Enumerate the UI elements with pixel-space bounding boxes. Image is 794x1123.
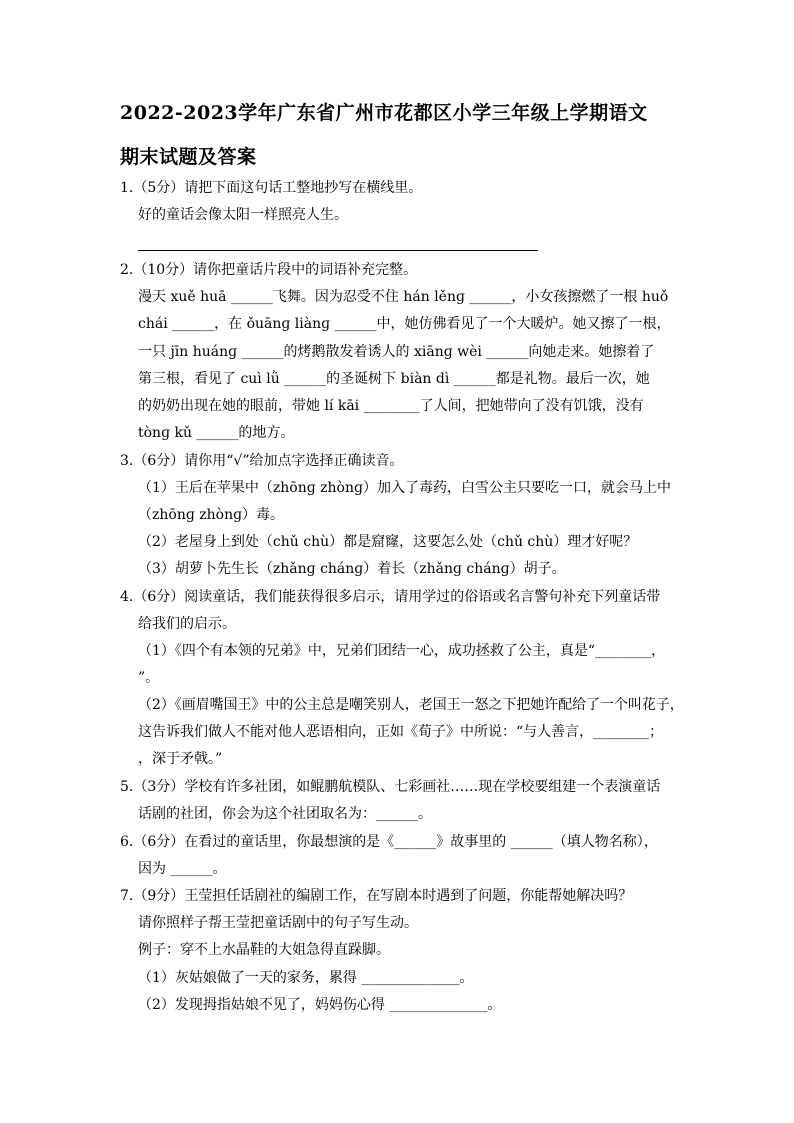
q7-stem: 7.（9分）王莹担任话剧社的编剧工作，在写剧本时遇到了问题，你能帮她解决吗？ xyxy=(120,888,633,904)
q6-stem: 6.（6分）在看过的童话里，你最想演的是《______》故事里的 ______（填人物名称）， xyxy=(120,834,658,850)
q5-line: 话剧的社团，你会为这个社团取名为：______。 xyxy=(138,806,432,822)
q2-line: chái ______，在 ǒuānɡ liànɡ ______中，她仿佛看见了一个大暖炉。她又擦了一根， xyxy=(138,316,671,332)
q7-line: （2）发现拇指姑娘不见了，妈妈伤心得 ______________。 xyxy=(138,997,502,1013)
q2-stem: 2.（10分）请你把童话片段中的词语补充完整。 xyxy=(120,262,418,278)
q3-line: （2）老屋身上到处（chǔ chù）都是窟窿，这要怎么处（chǔ chù）理才好呢？ xyxy=(138,534,638,550)
q1-stem: 1.（5分）请把下面这句话工整地抄写在横线里。 xyxy=(120,180,423,196)
q2-line: 第三根，看见了 cuì lǜ ______的圣诞树下 biàn dì ______都是礼物。最后一次，她 xyxy=(138,371,650,387)
q4-line: ，深于矛戟。” xyxy=(138,751,223,767)
q3-stem: 3.（6分）请你用“√”给加点字选择正确读音。 xyxy=(120,453,404,469)
q6-line: 因为 ______。 xyxy=(138,861,227,877)
q2-line: 的奶奶出现在她的眼前，带她 lí kāi ________了人间，把她带向了没有饥饿，没有 xyxy=(138,398,644,414)
q2-line: 漫天 xuě huā ______飞舞。因为忍受不住 hán lěnɡ ______，小女孩擦燃了一根 huǒ xyxy=(138,289,669,305)
q7-line: 请你照样子帮王莹把童话剧中的句子写生动。 xyxy=(138,915,418,931)
q2-line: tònɡ kǔ ______的地方。 xyxy=(138,425,295,441)
q3-line: （3）胡萝卜先生长（zhǎnɡ chánɡ）着长（zhǎnɡ chánɡ）胡子。 xyxy=(138,561,566,577)
q1-text: 好的童话会像太阳一样照亮人生。 xyxy=(138,207,348,223)
q3-line: （1）王后在苹果中（zhōnɡ zhònɡ）加入了毒药，白雪公主只要吃一口，就会马上中 xyxy=(138,480,671,496)
document-title-line2: 期末试题及答案 xyxy=(120,146,257,168)
q7-line: 例子：穿不上水晶鞋的大姐急得直跺脚。 xyxy=(138,942,390,958)
q4-line: 给我们的启示。 xyxy=(138,616,236,632)
q4-line: ”。 xyxy=(138,670,160,686)
q1-answer-line[interactable] xyxy=(138,250,538,251)
q4-line: （1）《四个有本领的兄弟》中，兄弟们团结一心，成功拯救了公主，真是“________， xyxy=(138,643,666,659)
document-title-line1: 2022-2023学年广东省广州市花都区小学三年级上学期语文 xyxy=(120,102,648,124)
q2-line: 一只 jīn huánɡ ______的烤鹅散发着诱人的 xiānɡ wèi ______向她走来。她擦着了 xyxy=(138,344,655,360)
q4-stem: 4.（6分）阅读童话，我们能获得很多启示，请用学过的俗语或名言警句补充下列童话带 xyxy=(120,589,661,605)
q4-line: 这告诉我们做人不能对他人恶语相向，正如《荀子》中所说：“与人善言，________； xyxy=(138,724,664,740)
q3-line: （zhōnɡ zhònɡ）毒。 xyxy=(138,507,285,523)
q5-stem: 5.（3分）学校有许多社团，如鲲鹏航模队、七彩画社……现在学校要组建一个表演童话 xyxy=(120,779,661,795)
q7-line: （1）灰姑娘做了一天的家务，累得 ______________。 xyxy=(138,970,474,986)
q4-line: （2）《画眉嘴国王》中的公主总是嘲笑别人，老国王一怒之下把她许配给了一个叫花子， xyxy=(138,697,684,713)
